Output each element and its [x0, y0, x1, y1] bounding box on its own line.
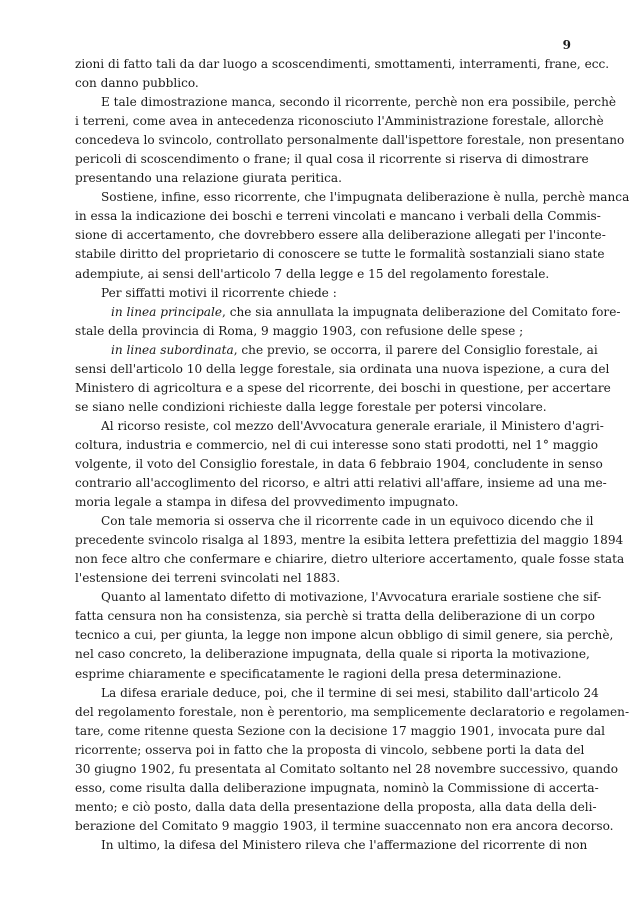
text-line	[75, 341, 598, 360]
text-line: adempiute, ai sensi dell'articolo 7 della legge e 15 del regolamento forestale.	[75, 266, 550, 281]
text-line: presentando una relazione giurata peritica.	[75, 171, 342, 186]
text-line: del regolamento forestale, non è perentorio, ma semplicemente declaratorio e regolamen-	[75, 704, 630, 719]
text-line: contrario all'accoglimento del ricorso, e altri atti relativi all'affare, insieme ad una me-	[75, 476, 607, 491]
text-line: ricorrente; osserva poi in fatto che la proposta di vincolo, sebbene porti la data del	[75, 742, 585, 757]
text-line: stale della provincia di Roma, 9 maggio 1903, con refusione delle spese ;	[75, 323, 524, 338]
text-line: Sostiene, infine, esso ricorrente, che l'impugnata deliberazione è nulla, perchè manca	[101, 190, 630, 205]
text-line: sensi dell'articolo 10 della legge forestale, sia ordinata una nuova ispezione, a cura del	[75, 361, 610, 376]
text-line: 30 giugno 1902, fu presentata al Comitato soltanto nel 28 novembre successivo, quando	[75, 761, 619, 776]
text-line: fatta censura non ha consistenza, sia perchè si tratta della deliberazione di un corpo	[75, 609, 595, 624]
text-line	[75, 303, 621, 322]
text-line: esso, come risulta dalla deliberazione impugnata, nominò la Commissione di accerta-	[75, 780, 599, 795]
italic-phrase: in linea subordinata	[111, 342, 234, 357]
text-line-rest: , che sia annullata la impugnata deliberazione del Comitato fore-	[222, 304, 621, 319]
italic-phrase: in linea principale	[111, 304, 223, 319]
text-line: Per siffatti motivi il ricorrente chiede :	[101, 285, 337, 300]
text-line: In ultimo, la difesa del Ministero rileva che l'affermazione del ricorrente di non	[101, 837, 588, 852]
text-line: La difesa erariale deduce, poi, che il termine di sei mesi, stabilito dall'articolo 24	[101, 685, 599, 700]
text-line: pericoli di scoscendimento o frane; il qual cosa il ricorrente si riserva di dimostrare	[75, 152, 589, 167]
text-line: se siano nelle condizioni richieste dalla legge forestale per potersi vincolare.	[75, 399, 547, 414]
text-line: tare, come ritenne questa Sezione con la decisione 17 maggio 1901, invocata pure dal	[75, 723, 605, 738]
text-line: coltura, industria e commercio, nel di cui interesse sono stati prodotti, nel 1° maggio	[75, 437, 599, 452]
text-line: volgente, il voto del Consiglio forestale, in data 6 febbraio 1904, concludente in senso	[75, 456, 603, 471]
text-line: Con tale memoria si osserva che il ricorrente cade in un equivoco dicendo che il	[101, 514, 594, 529]
text-line: concedeva lo svincolo, controllato personalmente dall'ispettore forestale, non presentano	[75, 133, 625, 148]
text-line: moria legale a stampa in difesa del provvedimento impugnato.	[75, 495, 459, 510]
text-line: Ministero di agricoltura e a spese del ricorrente, dei boschi in questione, per accertare	[75, 380, 611, 395]
text-line-rest: , che previo, se occorra, il parere del Consiglio forestale, ai	[233, 342, 598, 357]
text-line: non fece altro che confermare e chiarire, dietro ulteriore accertamento, quale fosse stata	[75, 552, 625, 567]
text-line: precedente svincolo risalga al 1893, mentre la esibita lettera prefettizia del maggio 1894	[75, 533, 624, 548]
text-line: mento; e ciò posto, dalla data della presentazione della proposta, alla data della deli-	[75, 799, 597, 814]
text-line: zioni di fatto tali da dar luogo a scoscendimenti, smottamenti, interramenti, frane, ecc.	[75, 57, 610, 71]
text-line: berazione del Comitato 9 maggio 1903, il termine suaccennato non era ancora decorso.	[75, 818, 614, 833]
text-line: sione di accertamento, che dovrebbero essere alla deliberazione allegati per l'inconte-	[75, 228, 606, 243]
body-text	[75, 55, 630, 855]
text-line: con danno pubblico.	[75, 76, 199, 91]
text-line: in essa la indicazione dei boschi e terreni vincolati e mancano i verbali della Commis-	[75, 209, 601, 224]
text-line: i terreni, come avea in antecedenza riconosciuto l'Amministrazione forestale, allorchè	[75, 114, 604, 129]
text-line: E tale dimostrazione manca, secondo il ricorrente, perchè non era possibile, perchè	[101, 95, 617, 110]
text-line: Quanto al lamentato difetto di motivazione, l'Avvocatura erariale sostiene che sif-	[101, 590, 602, 605]
text-line: l'estensione dei terreni svincolati nel 1883.	[75, 571, 341, 586]
text-line: stabile diritto del proprietario di conoscere se tutte le formalità sostanziali siano state	[75, 247, 605, 262]
text-line: tecnico a cui, per giunta, la legge non impone alcun obbligo di simil genere, sia perchè,	[75, 628, 614, 643]
text-line: Al ricorso resiste, col mezzo dell'Avvocatura generale erariale, il Ministero d'agri-	[101, 418, 604, 433]
text-line: nel caso concreto, la deliberazione impugnata, della quale si riporta la motivazione,	[75, 647, 590, 662]
page-number: 9	[562, 38, 571, 52]
text-line: esprime chiaramente e specificatamente le ragioni della presa determinazione.	[75, 666, 562, 681]
